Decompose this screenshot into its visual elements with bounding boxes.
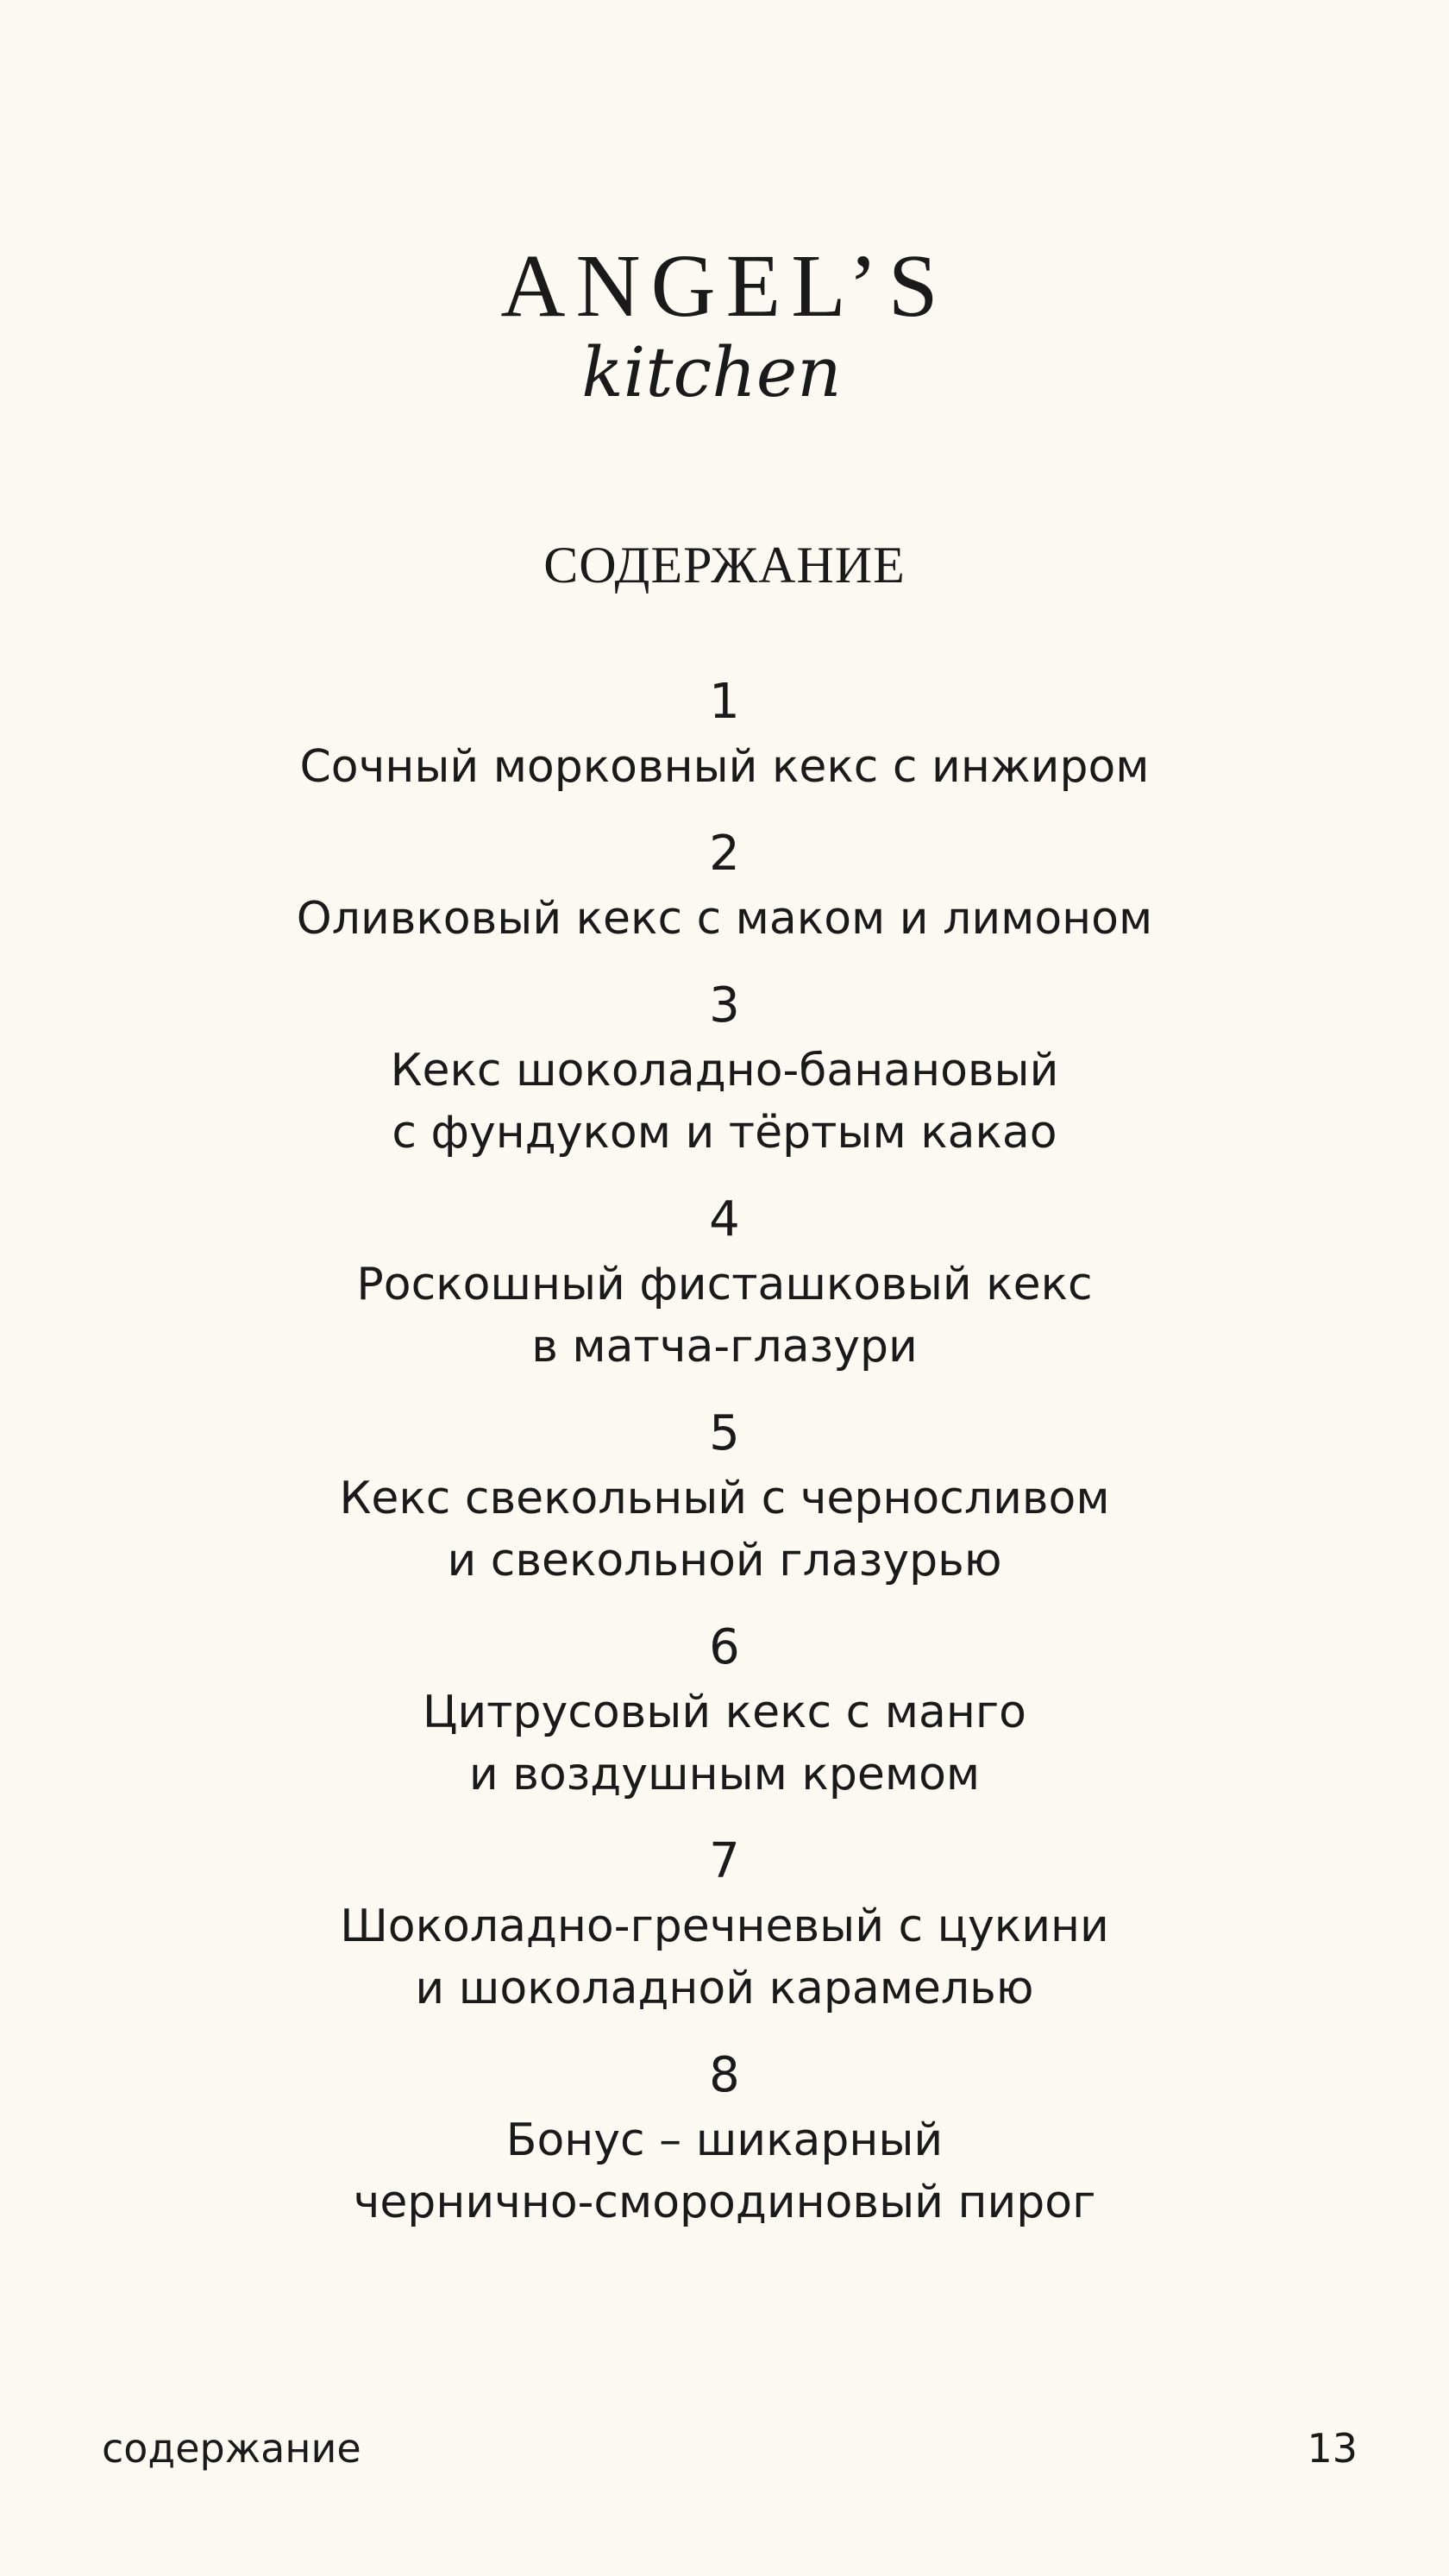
toc-entry-number: 2: [709, 826, 740, 882]
toc-entry-title: Бонус – шикарный: [505, 2114, 944, 2166]
toc-entry-number: 1: [709, 674, 740, 730]
toc-entry-title: Оливковый кекс с маком и лимоном: [296, 893, 1153, 945]
toc-entry-title: и свекольной глазурью: [447, 1535, 1002, 1586]
toc-entry-number: 5: [709, 1405, 740, 1461]
toc-entry: [0, 972, 1449, 1164]
toc-entry-title: в матча-глазури: [531, 1321, 918, 1373]
logo-script: kitchen: [581, 332, 842, 412]
toc-entry-title: Шоколадно-гречневый с цукини: [340, 1901, 1109, 1952]
logo: [0, 236, 1449, 412]
toc-entry-number: 3: [709, 977, 740, 1034]
toc-entry: [0, 1186, 1449, 1378]
toc-entry-number: 8: [709, 2047, 740, 2103]
page-number: 13: [1307, 2425, 1358, 2472]
toc-entry-title: Цитрусовый кекс с манго: [423, 1687, 1026, 1738]
toc-entry-title: с фундуком и тёртым какао: [392, 1107, 1057, 1159]
toc-entry-number: 4: [709, 1191, 740, 1247]
toc-entry-title: и шоколадной карамелью: [415, 1963, 1034, 2014]
toc-entry: [0, 820, 1449, 950]
page-title: СОДЕРЖАНИЕ: [543, 537, 906, 594]
toc-entry-title: Кекс шоколадно-банановый: [390, 1045, 1059, 1096]
toc-entry: [0, 1614, 1449, 1806]
toc-entry: [0, 669, 1449, 798]
toc-entry-number: 6: [709, 1619, 740, 1675]
toc-entry-number: 7: [709, 1833, 740, 1889]
toc-entry-title: Роскошный фисташковый кекс: [356, 1259, 1093, 1310]
logo-wordmark: ANGEL’S: [500, 236, 949, 336]
toc-entry-title: и воздушным кремом: [468, 1749, 981, 1800]
footer-section-label: содержание: [102, 2425, 361, 2472]
table-of-contents: [0, 669, 1449, 2256]
toc-entry: [0, 1828, 1449, 2020]
toc-entry: [0, 2042, 1449, 2234]
toc-entry-title: чернично-смородиновый пирог: [353, 2177, 1096, 2228]
toc-entry-title: Кекс свекольный с черносливом: [339, 1473, 1110, 1524]
toc-entry-title: Сочный морковный кекс с инжиром: [299, 741, 1150, 793]
toc-entry: [0, 1400, 1449, 1592]
